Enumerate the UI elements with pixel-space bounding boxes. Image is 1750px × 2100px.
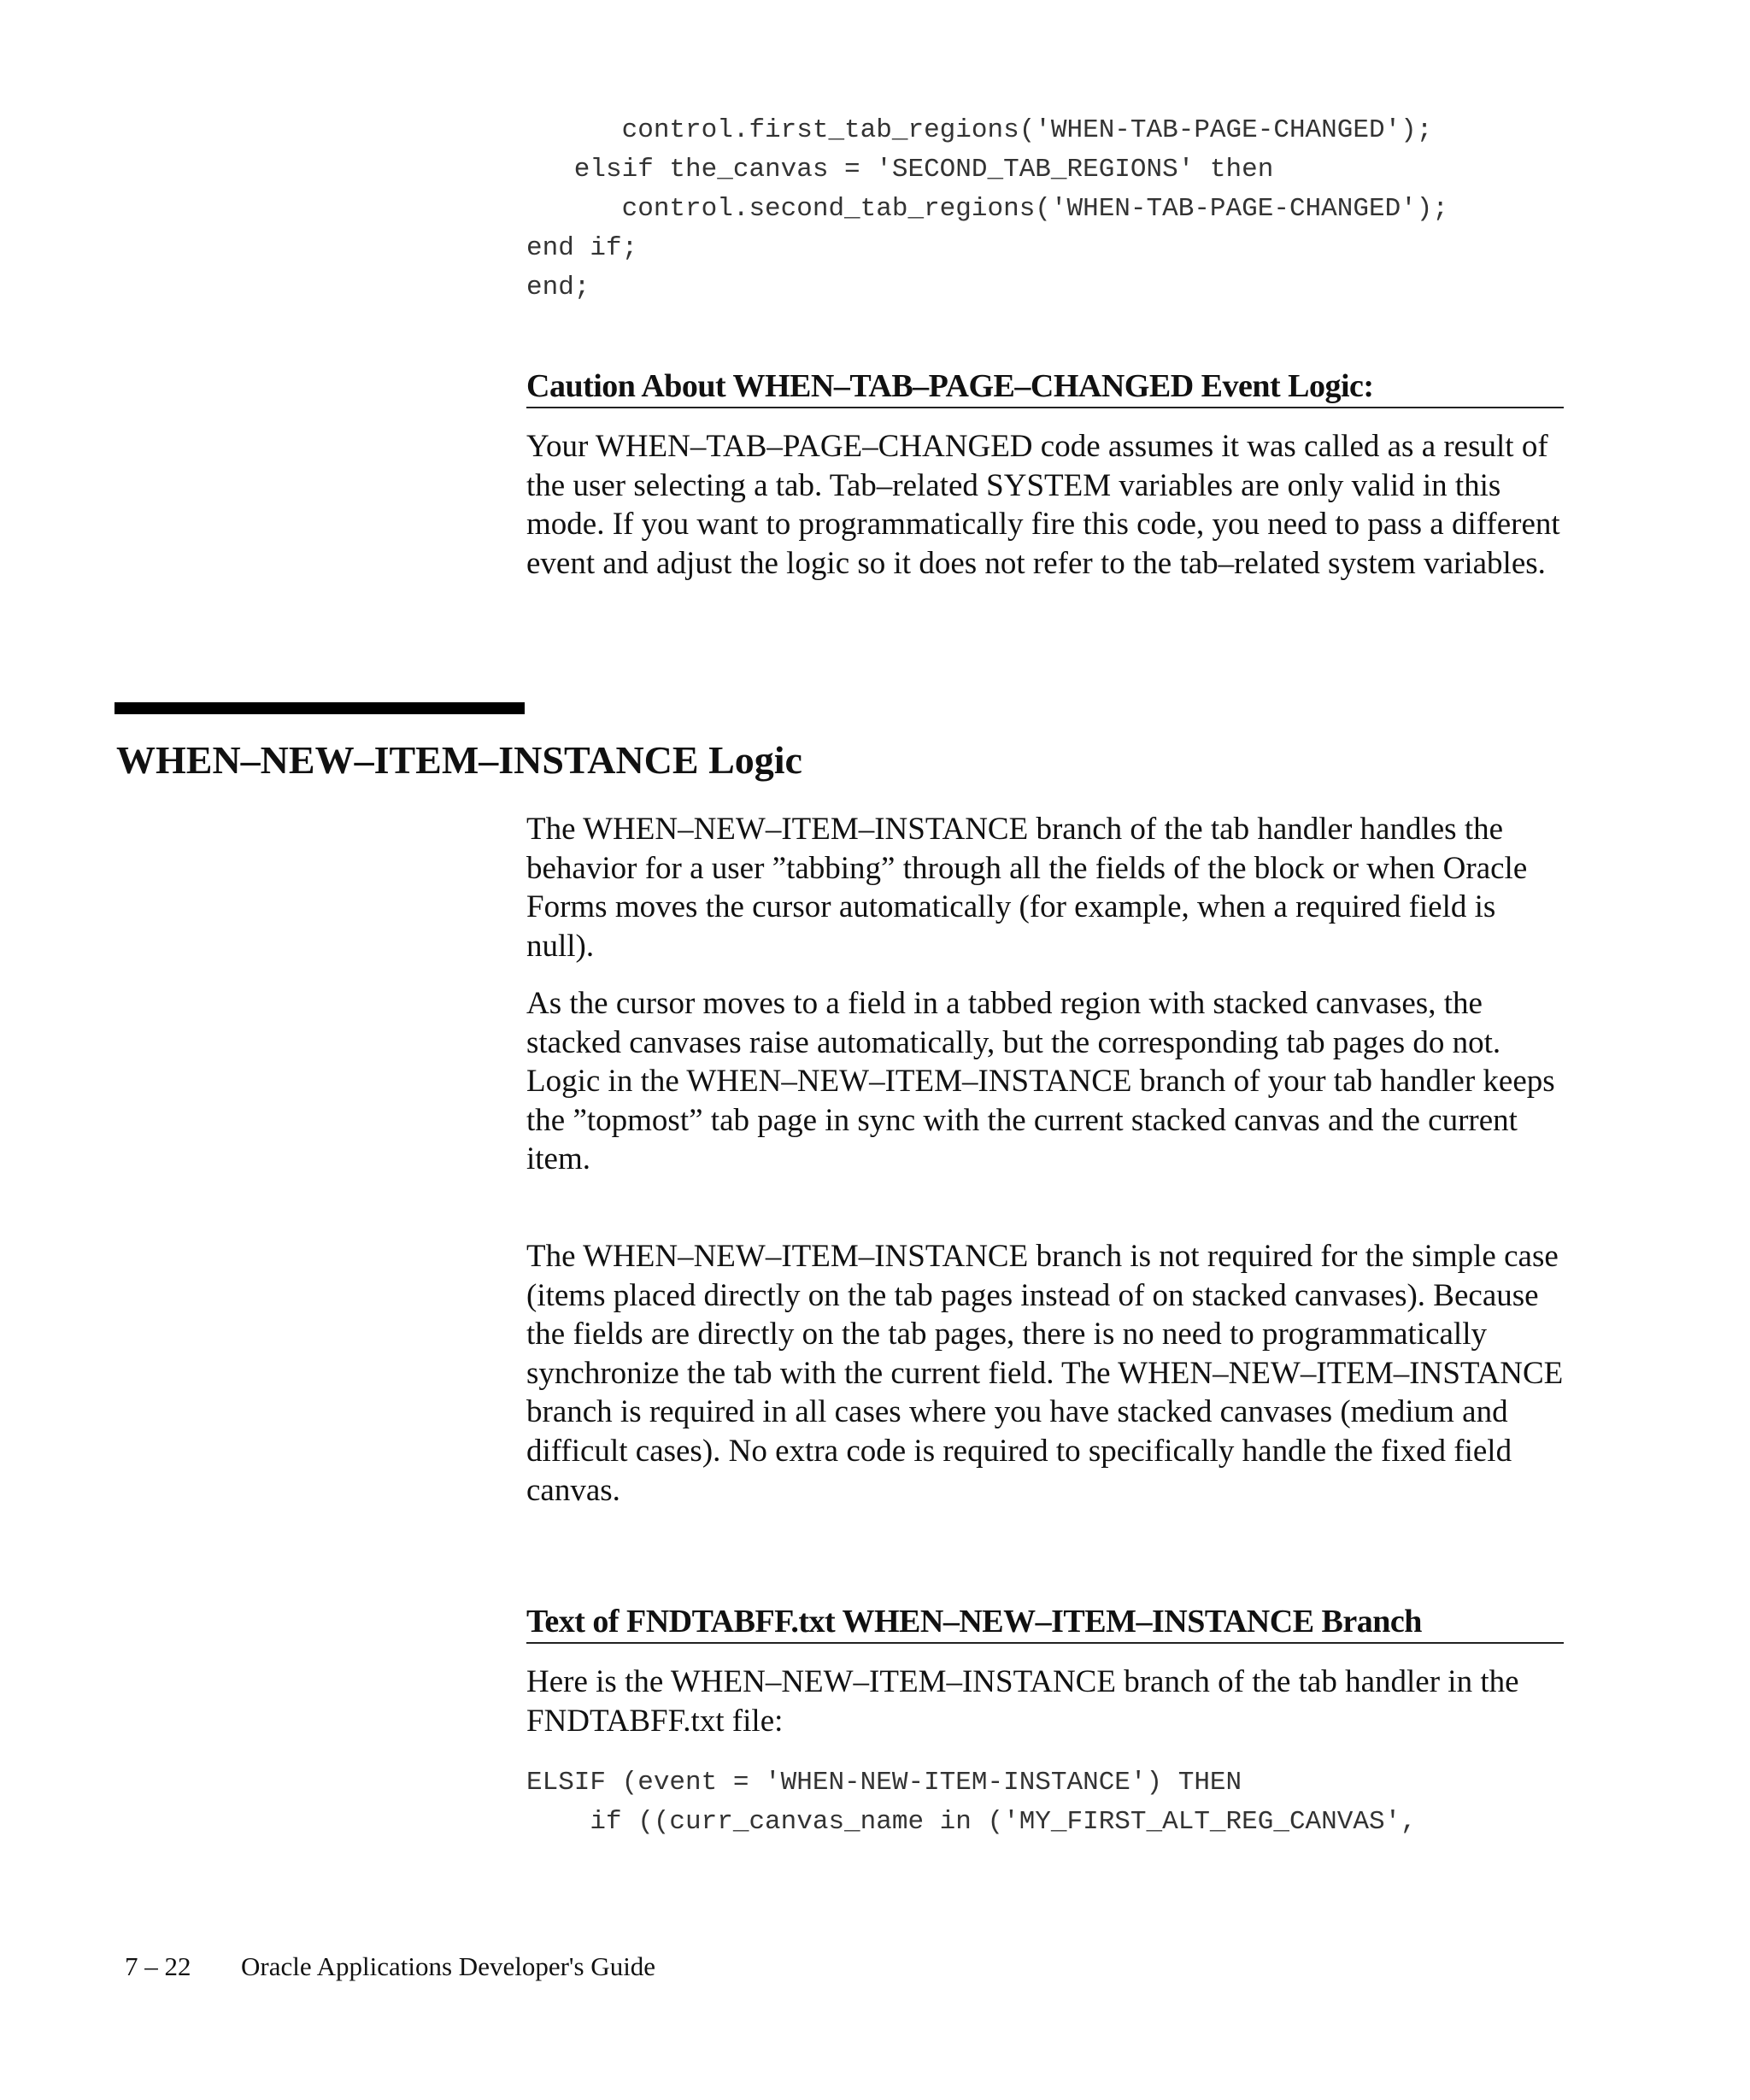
code-line: ELSIF (event = 'WHEN-NEW-ITEM-INSTANCE') THEN <box>526 1768 1242 1798</box>
page-footer <box>125 1951 655 1982</box>
code-line: control.second_tab_regions('WHEN-TAB-PAGE-CHANGED'); <box>526 194 1448 224</box>
book-title: Oracle Applications Developer's Guide <box>241 1951 656 1981</box>
fndtabff-paragraph: Here is the WHEN–NEW–ITEM–INSTANCE branch of the tab handler in the FNDTABFF.txt file: <box>526 1664 1519 1739</box>
code-snippet-bottom <box>526 1763 1417 1842</box>
fndtabff-heading: Text of FNDTABFF.txt WHEN–NEW–ITEM–INSTANCE Branch <box>526 1603 1564 1644</box>
caution-paragraph: Your WHEN–TAB–PAGE–CHANGED code assumes it was called as a result of the user selecting a tab. Tab–related SYSTEM variables are only valid in this mode. If you want to programmatically fire this code, you need to pass a different event and adjust the logic so it does not refer to the tab–related system variables. <box>526 429 1560 581</box>
code-line: elsif the_canvas = 'SECOND_TAB_REGIONS' then <box>526 155 1274 185</box>
code-snippet-top <box>526 111 1448 308</box>
code-line: control.first_tab_regions('WHEN-TAB-PAGE-CHANGED'); <box>526 115 1433 145</box>
body-paragraph: The WHEN–NEW–ITEM–INSTANCE branch of the tab handler handles the behavior for a user ”tabbing” through all the fields of the block or when Oracle Forms moves the cursor automatically (for example, when a required field is null). <box>526 812 1528 964</box>
code-line: end; <box>526 273 590 302</box>
section-title: WHEN–NEW–ITEM–INSTANCE Logic <box>116 738 802 782</box>
caution-heading: Caution About WHEN–TAB–PAGE–CHANGED Event Logic: <box>526 367 1564 408</box>
body-paragraph: The WHEN–NEW–ITEM–INSTANCE branch is not required for the simple case (items placed directly on the tab pages instead of on stacked canvases). Because the fields are directly on the tab pages, there is no need to programmatically synchronize the tab with the current field. The WHEN–NEW–ITEM–INSTANCE branch is required in all cases where you have stacked canvases (medium and difficult cases). No extra code is required to specifically handle the fixed field canvas. <box>526 1239 1564 1508</box>
code-line: end if; <box>526 233 638 263</box>
code-line: if ((curr_canvas_name in ('MY_FIRST_ALT_REG_CANVAS', <box>526 1807 1417 1837</box>
section-divider-bar <box>115 702 525 714</box>
body-paragraph: As the cursor moves to a field in a tabbed region with stacked canvases, the stacked canvases raise automatically, but the corresponding tab pages do not. Logic in the WHEN–NEW–ITEM–INSTANCE branch of your tab handler keeps the ”topmost” tab page in sync with the current stacked canvas and the current item. <box>526 986 1555 1177</box>
page-number: 7 – 22 <box>125 1951 191 1981</box>
